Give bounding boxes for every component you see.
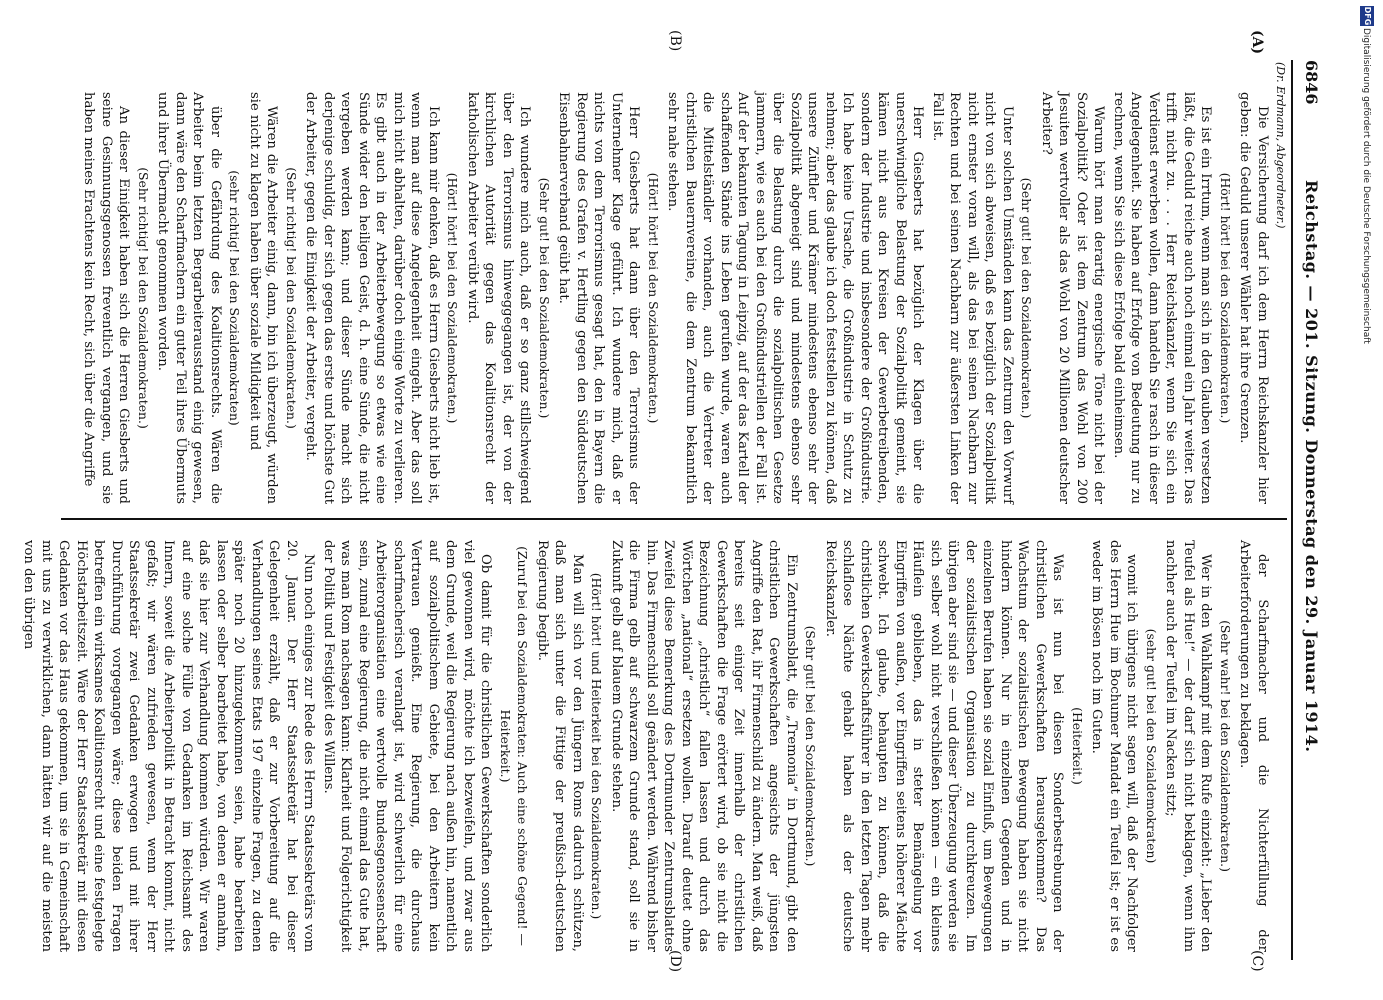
paragraph: womit ich übrigens nicht sagen will, daß der Nachfolger des Herrn Hue im Bochumer Mandat ein Teufel ist; er ist es weder im Bösen noch im Guten.: [1089, 540, 1140, 952]
paragraph: Herr Giesberts hat dann über den Terrorismus der Unternehmer Klage geführt. Ich wundere mich, daß er nichts von dem Terrorismus gesagt hat, den in Bayern die Regierung des Grafen v. Hertling gegen den Süddeutschen Eisenbahnerverband geübt hat.: [556, 92, 642, 504]
digitization-credit-strip: [1356, 0, 1383, 1000]
paragraph: Unter solchen Umständen kann das Zentrum den Vorwurf nicht von sich abweisen, daß es bezüglich der Sozialpolitik nicht ernster voran will, als das bei seinen Nachbarn zur Rechten und bei seinen Nachbarn zur äußersten Linken der Fall ist.: [930, 92, 1015, 504]
right-text-column: [21, 540, 1271, 952]
interjection-note: (Hört! hört! bei den Sozialdemokraten.): [445, 172, 461, 424]
interjection-note: (Hört! hört! bei den Sozialdemokraten.): [1218, 172, 1233, 424]
digitization-credit: Digitalisierung gefördert durch die Deutsche Forschungsgemeinschaft: [1361, 28, 1371, 344]
interjection-note: (Sehr gut! bei den Sozialdemokraten.): [803, 625, 819, 867]
running-title: Reichstag. — 201. Sitzung. Donnerstag den 29. Januar 1914.: [1302, 180, 1321, 753]
interjection-note: (sehr richtig! bei den Sozialdemokraten): [227, 170, 243, 426]
margin-mark-a: (A): [1249, 30, 1265, 55]
interjection-note: (Sehr gut! bei den Sozialdemokraten.): [537, 177, 552, 419]
paragraph: Ob damit für die christlichen Gewerkschaften sonderlich viel gewonnen wird, möchte ich bezweifeln, und zwar aus dem Grunde, weil die Regierung nach außen hin, namentlich auf sozialpolitischem Gebiete, bei den Arbeitern kein Vertrauen genießt. Eine Regierung, die durchaus scharfmacherisch veranlagt ist, wird schwerlich für eine Arbeiterorganisation eine wertvolle Bundesgenossenschaft sein, zumal eine Regierung, die nicht einmal das Gute hat, was man Rom nachsagen kann: Klarheit und Folgerichtigkeit der Politik und Festigkeit des Willens.: [321, 540, 494, 952]
paragraph: Ich kann mir denken, daß es Herrn Giesberts nicht lieb ist, wenn man auf diese Angelegenheit eingeht. Aber das soll mich nicht abhalten, darüber doch einige Worte zu verlieren. Es gibt auch in der Arbeiterbewegung so etwas wie eine Sünde wider den heiligen Geist, d. h. eine Sünde, die nicht vergeben werden kann; und dieser Sünde macht sich derjenige schuldig, der sich gegen das erste und höchste Gut der Arbeiter, gegen die Einigkeit der Arbeiter, vergeht.: [303, 92, 441, 504]
paragraph: Man will sich vor den Jüngern Roms dadurch schützen, daß man sich unter die Fittige der preußisch-deutschen Regierung begibt.: [535, 540, 585, 952]
paragraph: Es ist ein Irrtum, wenn man sich in den Glauben versetzen läßt, die Geduld reiche auch noch einmal ein Jahr weiter. Das trifft nicht zu. . . . Herr Reichskanzler, wenn Sie sich ein Verdienst erwerben wollen, dann handeln Sie rasch in dieser Angelegenheit. Sie haben auf Erfolge von Bedeutung nur zu rechnen, wenn Sie sich diese Erfolge bald einheimsen.: [1111, 92, 1214, 504]
interjection-note: (Sehr richtig! bei den Sozialdemokraten.): [284, 167, 299, 429]
column-divider: [61, 518, 1287, 520]
paragraph: Wären die Arbeiter einig, dann, bin ich überzeugt, würden sie nicht zu klagen haben über soziale Mildigkeit und: [247, 92, 280, 504]
interjection-note: (sehr gut! bei den Sozialdemokraten): [1144, 628, 1159, 864]
dfg-logo: DFG: [1360, 6, 1374, 26]
paragraph: der Scharfmacher und die Nichterfüllung der Arbeiterforderungen zu beklagen.: [1237, 540, 1270, 952]
paragraph: Warum hört man derartig energische Töne nicht bei der Sozialpolitik? Oder ist dem Zentrum das Wohl von 200 Jesuiten wertvoller als das Wohl von 20 Millionen deutscher Arbeiter?: [1039, 92, 1107, 504]
paragraph: Wer in den Wahlkampf mit dem Rufe einzieht: „Lieber den Teufel als Hue!“ — der darf sich nicht beklagen, wenn ihm nachher auch der Teufel im Nacken sitzt;: [1163, 540, 1214, 952]
paragraph: Nun noch einiges zur Rede des Herrn Staatssekretärs vom 20. Januar. Der Herr Staatssekretär hat bei dieser Gelegenheit erzählt, daß er zur Vorbereitung auf die Verhandlungen seines Etats 197 einzelne Fragen, zu denen später noch 20 hinzugekommen seien, habe bearbeiten lassen oder selber bearbeitet habe, von denen er annahm, daß sie hier zur Verhandlung kommen würden. Wir waren auf eine solche Fülle von Gedanken im Reichsamt des Innern, soweit die Arbeiterpolitik in Betracht kommt, nicht gefaßt; wir wären zufrieden gewesen, wenn der Herr Staatssekretär zwei Gedanken erwogen und mit ihrer Durchführung vorgegangen wäre; diese beiden Fragen betreffen ein wirksames Koalitionsrecht und eine festgelegte Höchstarbeitszeit. Wäre der Herr Staatssekretär mit diesen Gedanken vor das Haus gekommen, um sie in Gemeinschaft mit uns zu verwirklichen, dann hätten wir auf die meisten von den übrigen: [21, 540, 317, 952]
paragraph: Ich wundere mich auch, daß er so ganz stillschweigend über den Terrorismus hinweggegangen ist, der von der kirchlichen Autorität gegen das Koalitionsrecht der katholischen Arbeiter verübt wird.: [465, 92, 533, 504]
margin-mark-d: (D): [667, 950, 683, 973]
interjection-note: (Sehr wahr! bei den Sozialdemokraten.): [1218, 620, 1233, 872]
paragraph: über die Gefährdung des Koalitionsrechts. Wären die Arbeiter beim letzten Bergarbeiterausstand einig gewesen, dann wäre den Scharfmachern ein guter Teil ihres Übermuts und ihrer Übermacht genommen worden.: [155, 92, 223, 504]
interjection-note: (Hört! hört! und Heiterkeit bei den Sozialdemokraten.): [589, 572, 605, 920]
margin-mark-c: (C): [1249, 950, 1265, 972]
interjection-note: (Hört! hört! bei den Sozialdemokraten.): [646, 172, 661, 424]
interjection-note: (Sehr gut! bei den Sozialdemokraten.): [1019, 177, 1035, 419]
interjection-note: (Heiterkeit.): [1070, 707, 1085, 785]
paragraph: Was ist nun bei diesen Sonderbestrebungen der christlichen Gewerkschaften herausgekommen? Das Wachstum der sozialistischen Bewegung haben sie nicht hindern können. Nur in einzelnen Gegenden und in einzelnen Berufen haben sie sozial Einfluß, um Bewegungen der sozialistischen Organisation zu durchkreuzen. Im übrigen aber sind sie — und dieser Überzeugung werden sie sich selber wohl nicht verschließen können — ein kleines Häuflein geblieben, das in steter Bemängelung vor Eingriffen von außen, vor Eingriffen seitens höherer Mächte schwebt. Ich glaube, behaupten zu können, daß die christlichen Gewerkschaftsführer in den letzten Tagen mehr schlaflose Nächte gehabt haben als der deutsche Reichskanzler.: [823, 540, 1066, 952]
interjection-note: (Zuruf bei den Sozialdemokraten: Auch eine schöne Gegend! — Heiterkeit.): [498, 546, 531, 946]
page-header: [1291, 60, 1331, 960]
paragraph: Ein Zentrumsblatt, die „Tremonia“ in Dortmund, gibt den christlichen Gewerkschaften angesichts der jüngsten Angriffe den Rat, ihr Firmenschild zu ändern. Man weiß, daß bereits seit einiger Zeit innerhalb der christlichen Gewerkschaften die Frage erörtert wird, ob sie nicht die Bezeichnung „christlich“ fallen lassen und durch das Wörtchen „national“ ersetzen wollen. Darauf deutet ohne Zweifel diese Bemerkung des Dortmunder Zentrumsblattes hin. Das Firmenschild soll geändert werden. Während bisher die Firma gelb auf schwarzem Grunde stand, soll sie in Zukunft gelb auf blauem Grunde stehen.: [609, 540, 799, 952]
speaker-tag: (Dr. Erdmann, Abgeordneter.): [1274, 62, 1287, 229]
margin-mark-b: (B): [667, 30, 683, 52]
page-number: 6846: [1302, 60, 1321, 105]
paragraph: An dieser Einigkeit haben sich die Herren Giesberts und seine Gesinnungsgenossen freventlich vergangen, und sie haben meines Erachtens kein Recht, sich über die Angriffe: [81, 92, 132, 504]
paragraph: Herr Giesberts hat bezüglich der Klagen über die unerschwingliche Belastung der Sozialpolitik gemeint, sie kämen nicht aus den Kreisen der Gewerbetreibenden, sondern der Industrie und insbesondere der Großindustrie. Ich habe keine Ursache, die Großindustrie in Schutz zu nehmen; aber das glaube ich doch feststellen zu können, daß unsere Zünftler und Krämer mindestens ebenso sehr der Sozialpolitik abgeneigt sind und mindestens ebenso sehr über die Belastung durch die sozialpolitischen Gesetze jammern, wie es auch bei den Großindustriellen der Fall ist. Auf der bekannten Tagung in Leipzig, auf der das Kartell der schaffenden Stände ins Leben gerufen wurde, waren auch die Mittelständler vorhanden, auch die Vertreter der christlichen Bauernvereine, die dem Zentrum bekanntlich sehr nahe stehen.: [665, 92, 926, 504]
interjection-note: (Sehr richtig! bei den Sozialdemokraten.): [136, 167, 151, 429]
paragraph: Die Versicherung darf ich dem Herrn Reichskanzler hier geben: die Geduld unserer Wähler hat ihre Grenzen.: [1237, 92, 1270, 504]
left-text-column: [61, 92, 1271, 504]
